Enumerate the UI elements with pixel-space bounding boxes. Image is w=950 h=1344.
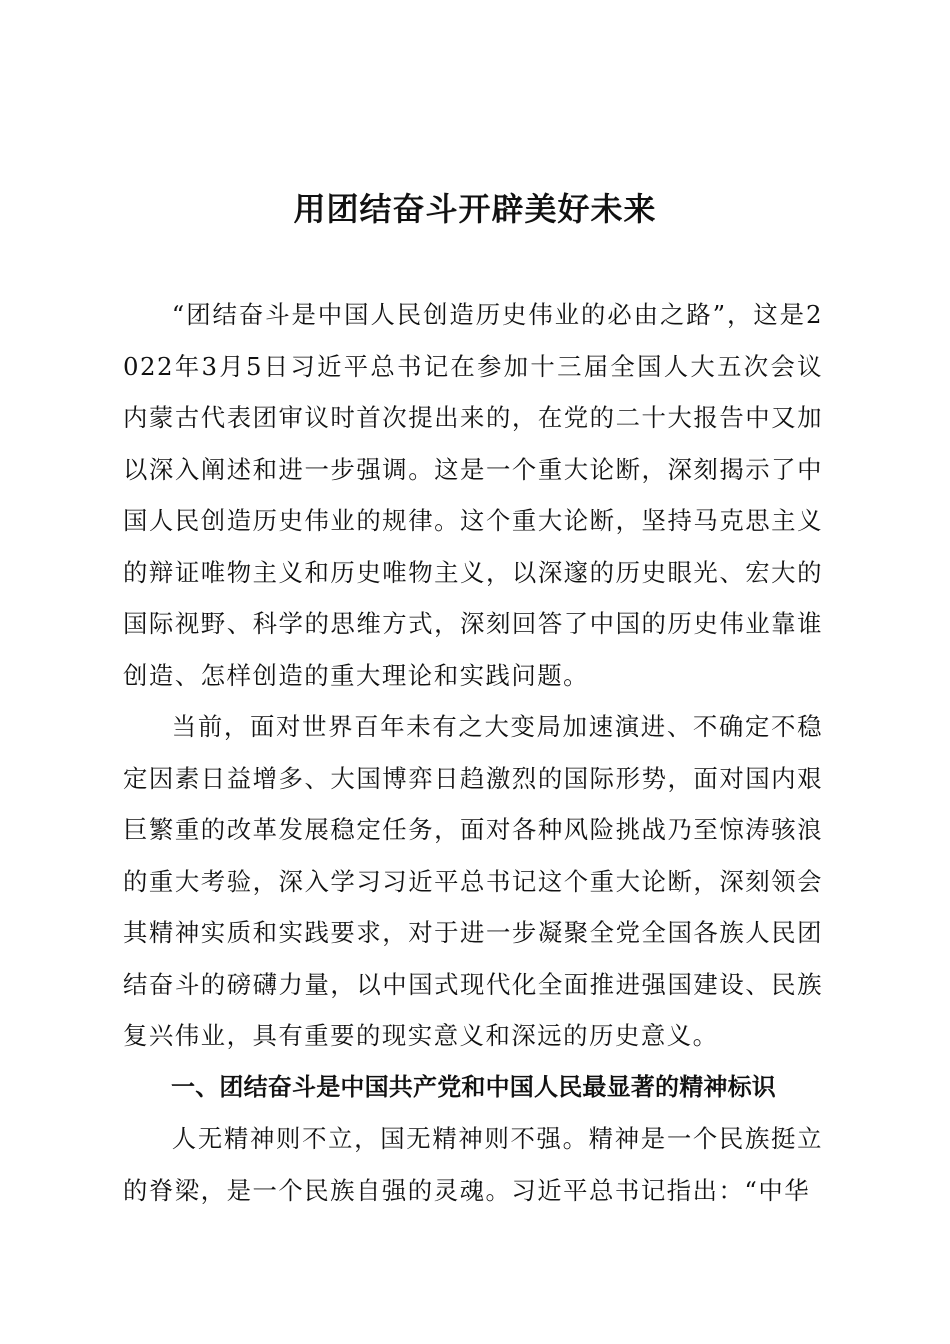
section-heading: 一、团结奋斗是中国共产党和中国人民最显著的精神标识 [171, 1072, 776, 1101]
paragraph-context: 当前，面对世界百年未有之大变局加速演进、不确定不稳定因素日益增多、大国博弈日趋激烈的国际形势，面对国内艰巨繁重的改革发展稳定任务，面对各种风险挑战乃至惊涛骇浪的重大考验，深入学习习近平总书记这个重大论断，深刻领会其精神实质和实践要求，对于进一步凝聚全党全国各族人民团结奋斗的磅礴力量，以中国式现代化全面推进强国建设、民族复兴伟业，具有重要的现实意义和深远的历史意义。 [123, 712, 823, 1050]
document-body [123, 289, 823, 1216]
paragraph-intro: “团结奋斗是中国人民创造历史伟业的必由之路”，这是2022年3月5日习近平总书记在参加十三届全国人大五次会议内蒙古代表团审议时首次提出来的，在党的二十大报告中又加以深入阐述和进一步强调。这是一个重大论断，深刻揭示了中国人民创造历史伟业的规律。这个重大论断，坚持马克思主义的辩证唯物主义和历史唯物主义，以深邃的历史眼光、宏大的国际视野、科学的思维方式，深刻回答了中国的历史伟业靠谁创造、怎样创造的重大理论和实践问题。 [123, 300, 823, 690]
paragraph-section-1: 人无精神则不立，国无精神则不强。精神是一个民族挺立的脊梁，是一个民族自强的灵魂。习近平总书记指出：“中华 [123, 1124, 823, 1205]
document-title: 用团结奋斗开辟美好未来 [293, 190, 657, 228]
